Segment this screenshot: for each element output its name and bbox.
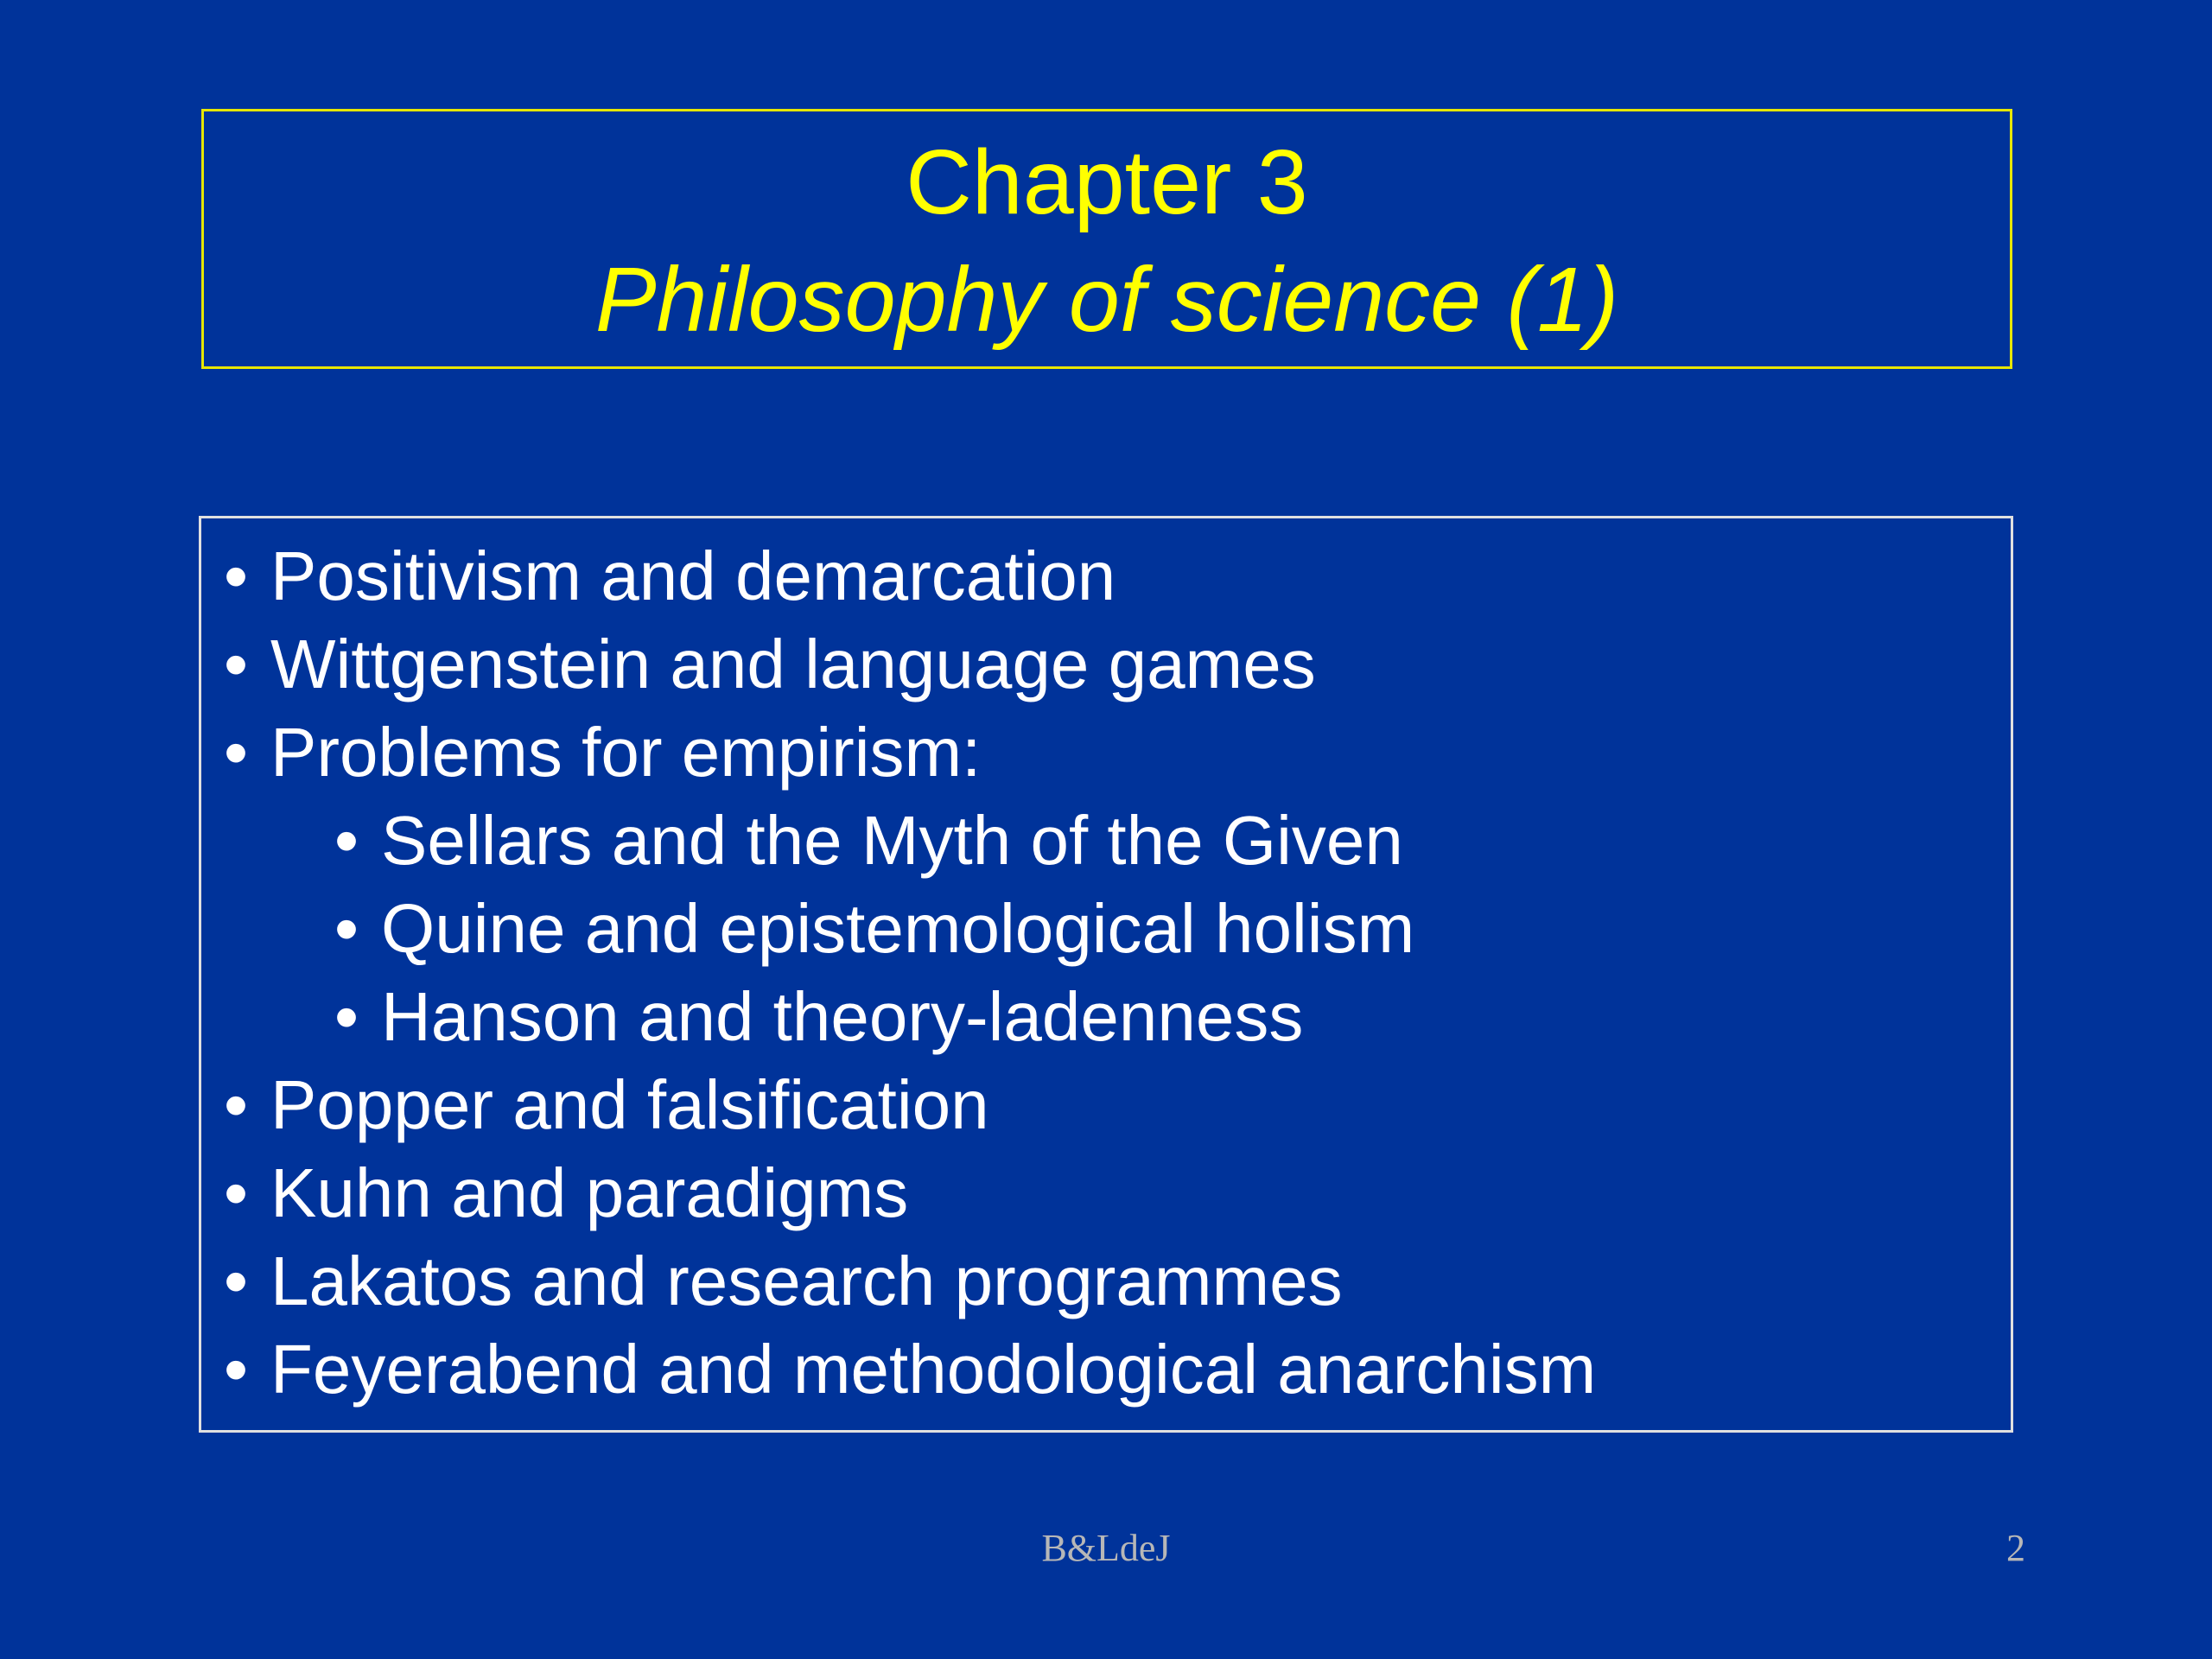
chapter-title: Chapter 3	[906, 131, 1308, 233]
bullet-item	[224, 1237, 1596, 1325]
sub-bullet-item	[334, 797, 1596, 885]
bullet-text: Wittgenstein and language games	[270, 626, 1316, 702]
bullet-icon: •	[224, 1066, 249, 1143]
bullet-icon: •	[334, 890, 359, 967]
bullet-text: Hanson and theory-ladenness	[381, 978, 1304, 1055]
bullet-icon: •	[224, 537, 249, 614]
bullet-text: Kuhn and paradigms	[270, 1154, 909, 1231]
page-number: 2	[2006, 1527, 2025, 1569]
bullet-item	[224, 1149, 1596, 1237]
bullet-text: Feyerabend and methodological anarchism	[270, 1331, 1597, 1408]
bullet-text: Problems for empirism:	[270, 714, 982, 791]
bullet-icon: •	[334, 802, 359, 879]
bullet-icon: •	[224, 626, 249, 702]
title-box	[201, 109, 2012, 369]
bullet-icon: •	[224, 1243, 249, 1319]
content-box	[199, 516, 2013, 1433]
bullet-text: Positivism and demarcation	[270, 537, 1116, 614]
bullet-item	[224, 620, 1596, 709]
bullet-item	[224, 1325, 1596, 1414]
bullet-icon: •	[224, 1331, 249, 1408]
bullet-item	[224, 1061, 1596, 1149]
bullet-icon: •	[334, 978, 359, 1055]
bullet-icon: •	[224, 714, 249, 791]
bullet-text: Popper and falsification	[270, 1066, 989, 1143]
bullet-icon: •	[224, 1154, 249, 1231]
chapter-subtitle: Philosophy of science (1)	[594, 249, 1619, 351]
bullet-text: Sellars and the Myth of the Given	[381, 802, 1403, 879]
bullet-item	[224, 532, 1596, 620]
bullet-text: Quine and epistemological holism	[381, 890, 1415, 967]
footer-author: B&LdeJ	[1041, 1527, 1171, 1569]
bullet-item	[224, 709, 1596, 797]
bullet-text: Lakatos and research programmes	[270, 1243, 1343, 1319]
sub-bullet-item	[334, 885, 1596, 973]
bullet-list	[224, 532, 1596, 1414]
sub-bullet-item	[334, 973, 1596, 1061]
